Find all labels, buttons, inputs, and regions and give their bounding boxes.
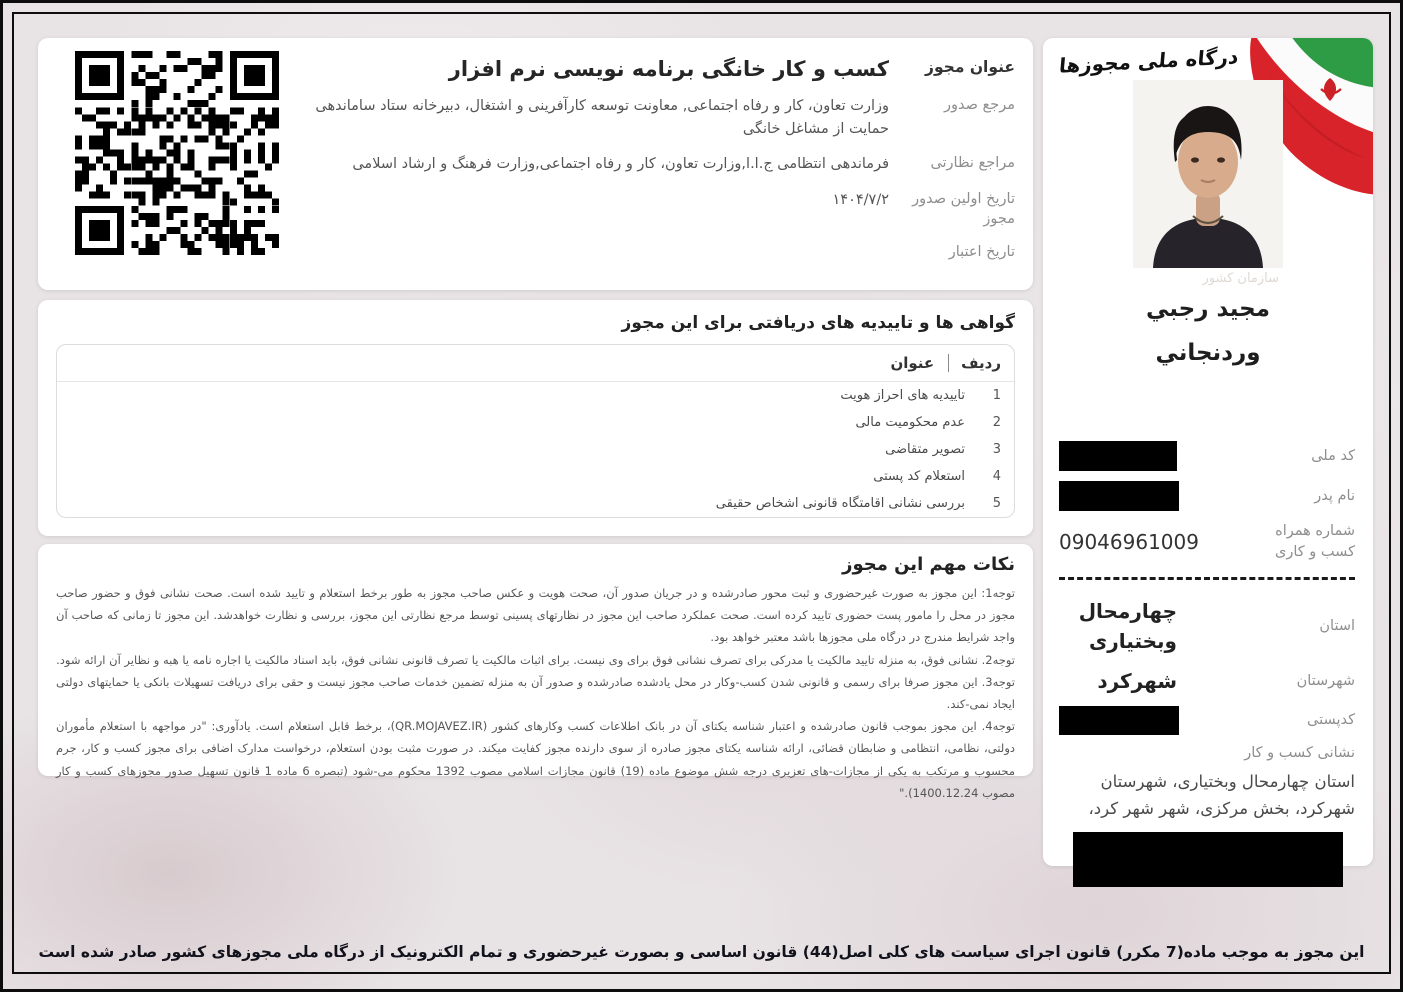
table-row xyxy=(57,463,1014,490)
supervisors-label: مراجع نظارتی xyxy=(930,155,1015,172)
issuer-label: مرجع صدور xyxy=(944,97,1015,114)
first-issue-date-value: ۱۴۰۴/۷/۲ xyxy=(832,191,889,208)
county-label: شهرستان xyxy=(1296,672,1355,689)
certificates-card xyxy=(38,300,1033,536)
row-title: استعلام کد پستی xyxy=(873,469,965,484)
table-row xyxy=(57,436,1014,463)
province-label: استان xyxy=(1319,617,1355,634)
first-issue-date-label: تاریخ اولین صدور مجوز xyxy=(912,190,1015,227)
row-title: تاییدیه های احراز هویت xyxy=(840,388,965,403)
county-value: شهرکرد xyxy=(1097,669,1177,694)
business-address-redacted xyxy=(1073,832,1343,887)
national-id-label: کد ملی xyxy=(1311,447,1355,464)
issuer-value: وزارت تعاون، کار و رفاه اجتماعی, معاونت توسعه کارآفرینی و اشتغال، دبیرخانه ستاد ساماندهی حمایت از مشاغل خانگی xyxy=(315,98,889,137)
postal-code-row xyxy=(1059,706,1355,735)
table-row xyxy=(57,409,1014,436)
notes-card xyxy=(38,544,1033,800)
father-name-label: نام پدر xyxy=(1314,487,1355,504)
expiry-date-label: تاریخ اعتبار xyxy=(948,244,1015,261)
row-title: عدم محکومیت مالی xyxy=(855,415,965,430)
row-number: 2 xyxy=(992,415,1001,430)
father-name-redacted xyxy=(1059,481,1179,511)
note-paragraph: توجه4. این مجوز بموجب قانون صادرشده و اعتبار شناسه یکتای آن در بانک اطلاعات کسب وکارهای کشور (QR.MOJAVEZ.IR)، برخط قابل استعلام است. یادآوری: "در مواجهه با استعلام مأموران دولتی، نظامی، انتظامی و ضابطان قضائی، ارائه شناسه یکتای مجوز صادره از سوی دارنده مجوز کفایت میکند. در صورت مثبت بودن استعلام، درخواست مدارک اضافی برای مجوز کسب و کار، جرم محسوب و مرتکب به یکی از مجازات-های تعزیری درجه شش موضوع ماده (19) قانون مجازات اسلامی مصوب 1392 محکوم می-شود (تبصره 6 ماده 1 قانون تسهیل صدور مجوزهای کسب و کار مصوب 1400.12.24)." xyxy=(56,719,1015,800)
license-fields xyxy=(298,51,1015,277)
qr-code-image xyxy=(75,51,279,255)
portal-logo: درگاه ملی مجوزها xyxy=(1058,44,1240,78)
note-paragraph: توجه3. این مجوز صرفا برای رسمی و قانونی شدن کسب-وکار در محل یادشده صادرشده و صدور آن به منزله تضمین خدمات صاحب مجوز نیست و حقی برای دریافت تسهیلات بانکی یا حمایتهای دولتی ایجاد نمی-کند. xyxy=(56,674,1015,711)
header-divider xyxy=(948,354,949,372)
holder-fields xyxy=(1059,441,1355,886)
national-id-redacted xyxy=(1059,441,1177,471)
holder-name-line2: وردنجاني xyxy=(1155,339,1261,366)
security-watermark: سازمان کشور xyxy=(1202,271,1279,286)
certificates-table-header xyxy=(57,345,1014,382)
supervisors-value: فرماندهی انتظامی ج.ا.ا,وزارت تعاون، کار و رفاه اجتماعی,وزارت فرهنگ و ارشاد اسلامی xyxy=(352,156,889,173)
table-row xyxy=(57,490,1014,517)
certificates-title: گواهی ها و تاییدیه های دریافتی برای این مجوز xyxy=(621,313,1015,333)
row-number: 3 xyxy=(992,442,1001,457)
postal-code-label: کدپستی xyxy=(1307,712,1355,729)
certificates-table xyxy=(56,344,1015,518)
row-title: تصویر متقاضی xyxy=(885,442,965,457)
national-id-row xyxy=(1059,441,1355,471)
holder-name xyxy=(1043,288,1373,375)
business-mobile-label: شماره همراه کسب و کاری xyxy=(1275,523,1355,561)
business-mobile-row xyxy=(1059,521,1355,563)
note-paragraph: توجه2. نشانی فوق، به منزله تایید مالکیت یا مدرکی برای تصرف نشانی فوق برای وی نیست. برای اثبات مالکیت یا تصرف قانونی نشانی فوق، باید اسناد مالکیت یا اجاره نامه یا هبه و نظایر آن ارائه شود. xyxy=(56,652,1015,667)
row-title: بررسی نشانی اقامتگاه قانونی اشخاص حقیقی xyxy=(715,496,965,511)
holder-name-line1: مجيد رجبي xyxy=(1146,296,1270,322)
province-row xyxy=(1059,596,1355,656)
col-title-header: عنوان xyxy=(890,354,935,372)
business-mobile-value: 09046961009 xyxy=(1059,530,1199,555)
row-number: 5 xyxy=(992,496,1001,511)
row-number: 4 xyxy=(992,469,1001,484)
license-info-card xyxy=(38,38,1033,290)
table-row xyxy=(57,382,1014,409)
row-number: 1 xyxy=(992,388,1001,403)
province-value: چهارمحال وبختیاری xyxy=(1078,599,1177,654)
col-row-header: ردیف xyxy=(961,354,1001,372)
expiry-date-value xyxy=(298,242,889,262)
license-title-value: کسب و کار خانگی برنامه نویسی نرم افزار xyxy=(448,57,889,81)
postal-code-redacted xyxy=(1059,706,1179,735)
qr-code xyxy=(56,51,298,277)
county-row xyxy=(1059,666,1355,696)
notes-title: نکات مهم این مجوز xyxy=(842,554,1015,575)
note-paragraph: توجه1: این مجوز به صورت غیرحضوری و ثبت محور صادرشده و در جریان صدور آن، صحت هویت و عکس صاحب مجوز به طور برخط استعلام و تایید شده است. صحت نشانی فوق و حضور صاحب مجوز در محل را مامور پست حضوری تایید کرده است. صحت عملکرد صاحب این مجوز در نظارتهای پسینی توسط مرجع نظارتی این مجوز، بررسی و نظارت خواهدشد. این مجوز تا زمانی که صاحب آن واجد شرایط مندرج در درگاه ملی مجوزها باشد معتبر خواهد بود. xyxy=(56,586,1015,645)
business-address-label: نشانی کسب و کار xyxy=(1244,745,1355,762)
dashed-divider xyxy=(1059,577,1355,580)
holder-card xyxy=(1043,38,1373,866)
father-name-row xyxy=(1059,481,1355,511)
business-address-value: استان چهارمحال وبختیاری، شهرستان شهرکرد، بخش مرکزی، شهر شهر کرد، xyxy=(1088,772,1355,819)
footer-statement: این مجوز به موجب ماده(7 مکرر) قانون اجرای سیاست های کلی اصل(44) قانون اساسی و بصورت غیرحضوری و تمام الکترونیک از درگاه ملی مجوزهای کشور صادر شده است xyxy=(38,943,1365,961)
holder-photo xyxy=(1133,80,1283,268)
license-title-label: عنوان مجوز xyxy=(925,58,1015,76)
